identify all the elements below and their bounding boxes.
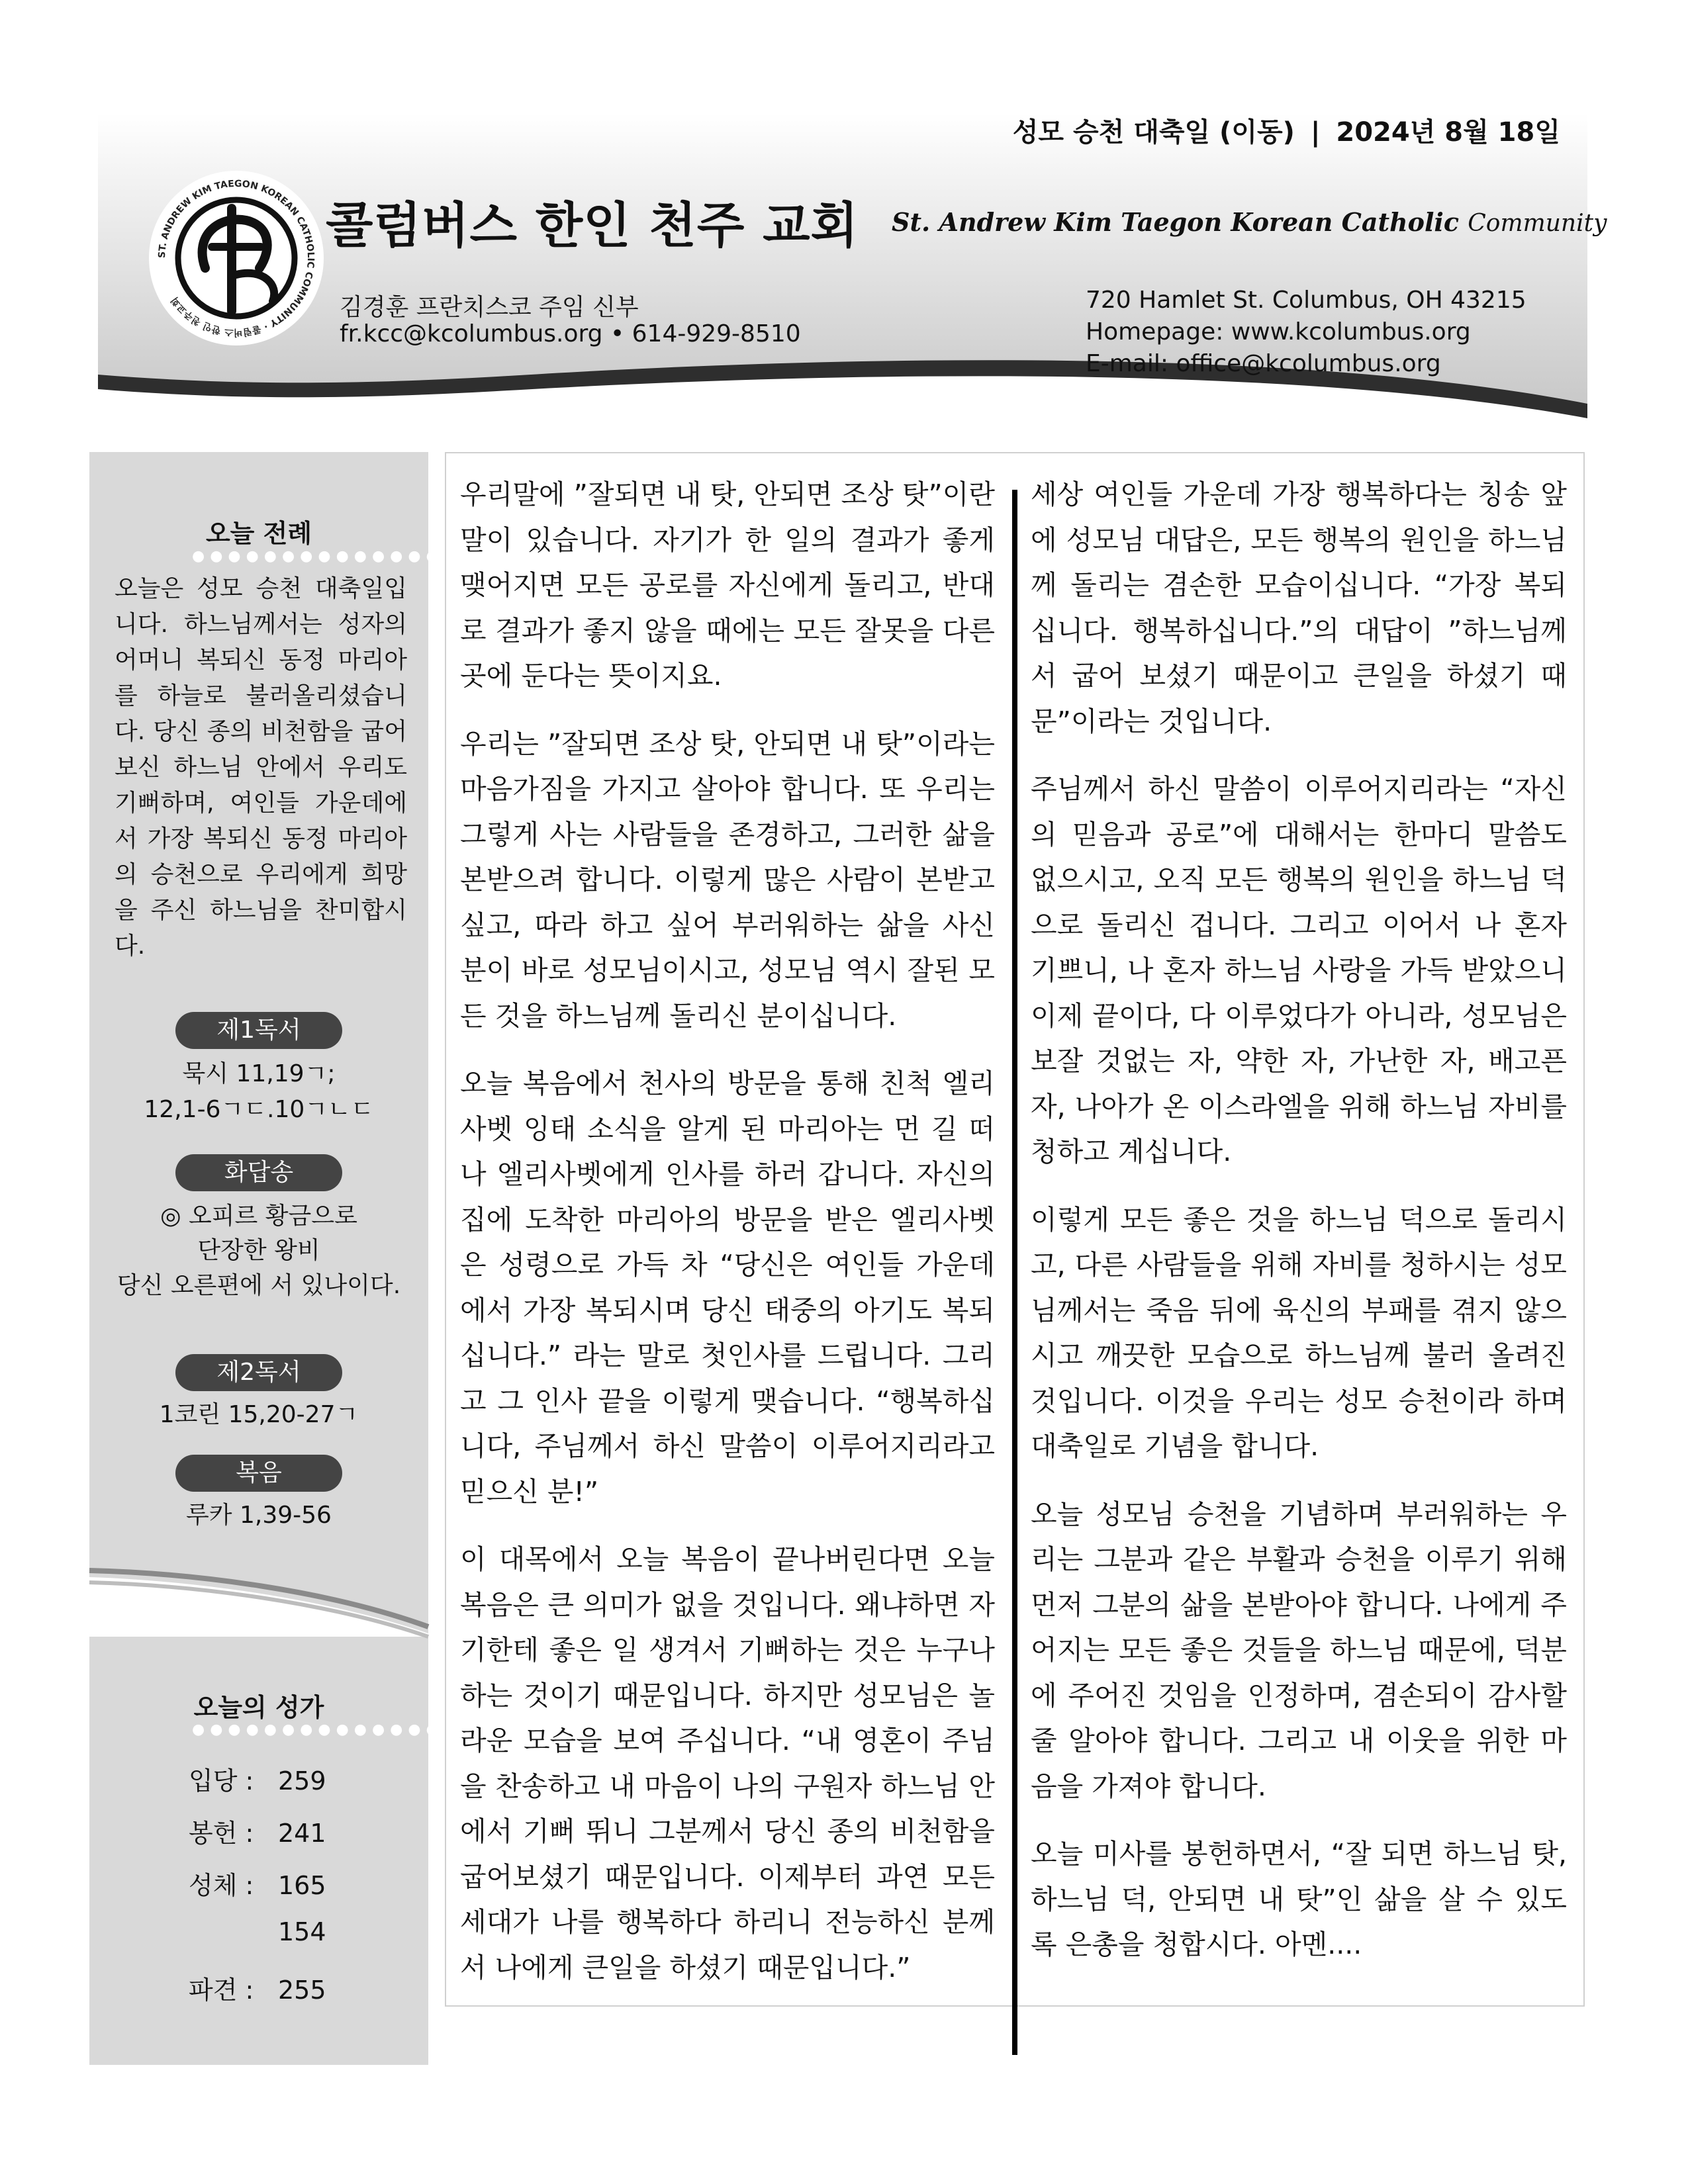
homily-paragraph: 우리말에 ”잘되면 내 탓, 안되면 조상 탓”이란 말이 있습니다. 자기가 한 일의 결과가 좋게 맺어지면 모든 공로를 자신에게 돌리고, 반대로 결과가 좋지 않을 때에는 모든 잘못을 다른 곳에 둔다는 뜻이지요. — [460, 478, 995, 692]
church-name-english-main: St. Andrew Kim Taegon Korean Catholic — [892, 207, 1460, 237]
gospel-ref: 루카 1,39-56 — [186, 1502, 332, 1529]
hymn-title-dots: ●●●●●●●●●●●●●● — [192, 1721, 444, 1738]
sidebar — [89, 452, 444, 2065]
hymn-offertory — [189, 1813, 326, 1849]
homily-paragraph: 세상 여인들 가운데 가장 행복하다는 칭송 앞에 성모님 대답은, 모든 행복의 원인을 하느님께 돌리는 겸손한 모습이십니다. “가장 복되십니다. 행복하십니다.”의 대답이 ”하느님께서 굽어 보셨기 때문이고 큰일을 하셨기 때문”이라는 것입니다. — [1031, 478, 1567, 737]
hymn-label: 파견 : — [189, 1976, 254, 2005]
pastor-contact: fr.kcc@kcolumbus.org • 614-929-8510 — [340, 320, 801, 347]
church-name-english-suffix: Community — [1468, 210, 1607, 237]
reading1-ref-line1: 묵시 11,19ㄱ; — [182, 1060, 336, 1087]
homily-paragraph: 오늘 복음에서 천사의 방문을 통해 친척 엘리사벳 잉태 소식을 알게 된 마리아는 먼 길 떠나 엘리사벳에게 인사를 하러 갑니다. 자신의 집에 도착한 마리아의 방문을 받은 엘리사벳은 성령으로 가득 차 “당신은 여인들 가운데에서 가장 복되시며 당신 태중의 아기도 복되십니다.” 라는 말로 첫인사를 드립니다. 그리고 그 인사 끝을 이렇게 맺습니다. “행복하십니다, 주님께서 하신 말씀이 이루어지리라고 믿으신 분!” — [460, 1068, 995, 1508]
liturgy-text: 오늘은 성모 승천 대축일입니다. 하느님께서는 성자의 어머니 복되신 동정 마리아를 하늘로 불러올리셨습니다. 당신 종의 비천함을 굽어보신 하느님 안에서 우리도 기뻐하며, 여인들 가운데에서 가장 복되신 동정 마리아의 승천으로 우리에게 희망을 주신 하느님을 찬미합시다. — [115, 575, 407, 960]
reading1-ref-line2: 12,1-6ㄱㄷ.10ㄱㄴㄷ — [144, 1096, 374, 1123]
parish-logo — [147, 169, 326, 347]
liturgy-title: 오늘 전례 — [205, 519, 312, 548]
feast-name: 성모 승천 대축일 (이동) — [1012, 117, 1295, 148]
homily-paragraph: 이 대목에서 오늘 복음이 끝나버린다면 오늘 복음은 큰 의미가 없을 것입니다. 왜냐하면 자기한테 좋은 일 생겨서 기뻐하는 것은 누구나 하는 것이기 때문입니다. 하지만 성모님은 놀라운 모습을 보여 주십니다. “내 영혼이 주님을 찬송하고 내 마음이 나의 구원자 하느님 안에서 기뻐 뛰니 그분께서 당신 종의 비천함을 굽어보셨기 때문입니다. 이제부터 과연 모든 세대가 나를 행복하다 하리니 전능하신 분께서 나에게 큰일을 하셨기 때문입니다.” — [460, 1543, 995, 1983]
hymn-number: 241 — [278, 1819, 326, 1848]
homily-paragraph: 우리는 ”잘되면 조상 탓, 안되면 내 탓”이라는 마음가짐을 가지고 살아야 합니다. 또 우리는 그렇게 사는 사람들을 존경하고, 그러한 삶을 본받으려 합니다. 이렇게 많은 사람이 본받고 싶고, 따라 하고 싶어 부러워하는 삶을 사신 분이 바로 성모님이시고, 성모님 역시 잘된 모든 것을 하느님께 돌리신 분이십니다. — [460, 727, 995, 1032]
logo-ring-text: ST. ANDREW KIM TAEGON KOREAN CATHOLIC COMMUNITY · 콜럼버스 한인 천주교회 — [156, 178, 316, 338]
psalm-line1: ◎ 오피르 황금으로 — [160, 1203, 357, 1230]
hymn-number: 259 — [278, 1766, 326, 1796]
homily-paragraph: 오늘 미사를 봉헌하면서, “잘 되면 하느님 탓, 하느님 덕, 안되면 내 탓”인 삶을 살 수 있도록 은총을 청합시다. 아멘.... — [1031, 1838, 1567, 1960]
email-link[interactable]: E-mail: office@kcolumbus.org — [1086, 350, 1441, 377]
homily-column-left — [460, 472, 995, 2013]
psalm-line2: 단장한 왕비 — [197, 1237, 320, 1264]
reading2-label: 제2독서 — [175, 1354, 342, 1391]
reading2-ref: 1코린 15,20-27ㄱ — [159, 1401, 359, 1428]
hymn-label: 성체 : — [189, 1871, 254, 1900]
separator: | — [1310, 117, 1321, 148]
hymn-number: 165 — [278, 1871, 326, 1900]
church-name-korean: 콜럼버스 한인 천주 교회 — [326, 197, 859, 254]
psalm-line3: 당신 오른편에 서 있나이다. — [117, 1272, 401, 1299]
hymn-label: 봉헌 : — [189, 1819, 254, 1848]
hymn-number: 255 — [278, 1976, 326, 2005]
hymn-title: 오늘의 성가 — [193, 1693, 324, 1722]
homily-paragraph: 오늘 성모님 승천을 기념하며 부러워하는 우리는 그분과 같은 부활과 승천을 이루기 위해 먼저 그분의 삶을 본받아야 합니다. 나에게 주어지는 모든 좋은 것들을 하느님 때문에, 덕분에 주어진 것임을 인정하며, 겸손되이 감사할 줄 알아야 합니다. 그리고 내 이웃을 위한 마음을 가져야 합니다. — [1031, 1498, 1567, 1802]
homily-paragraph: 이렇게 모든 좋은 것을 하느님 덕으로 돌리시고, 다른 사람들을 위해 자비를 청하시는 성모님께서는 죽음 뒤에 육신의 부패를 겪지 않으시고 깨끗한 모습으로 하느님께 불러 올려진 것입니다. 이것을 우리는 성모 승천이라 하며 대축일로 기념을 합니다. — [1031, 1203, 1567, 1462]
church-name-english — [892, 207, 1607, 237]
hymn-number: 154 — [278, 1917, 326, 1946]
homily-column-right — [1031, 472, 1567, 1990]
homepage-link[interactable]: Homepage: www.kcolumbus.org — [1086, 318, 1471, 345]
hymn-communion — [189, 1865, 326, 1901]
sidebar-wave — [89, 1551, 428, 1637]
psalm-label: 화답송 — [175, 1154, 342, 1191]
column-divider — [1012, 490, 1017, 2055]
hymn-entrance — [189, 1760, 326, 1797]
reading1-label: 제1독서 — [175, 1012, 342, 1049]
feast-date-line — [1013, 111, 1560, 149]
bulletin-date: 2024년 8월 18일 — [1336, 117, 1560, 148]
hymn-communion-2 — [189, 1917, 326, 1946]
church-address: 720 Hamlet St. Columbus, OH 43215 — [1086, 287, 1526, 314]
hymn-label: 입당 : — [189, 1766, 254, 1796]
hymn-recessional — [189, 1970, 326, 2006]
gospel-label: 복음 — [175, 1455, 342, 1492]
homily-paragraph: 주님께서 하신 말씀이 이루어지리라는 “자신의 믿음과 공로”에 대해서는 한마디 말씀도 없으시고, 오직 모든 행복의 원인을 하느님 덕으로 돌리신 겁니다. 그리고 이어서 나 혼자 기쁘니, 나 혼자 하느님 사랑을 가득 받았으니 이제 끝이다, 다 이루었다가 아니라, 성모님은 보잘 것없는 자, 약한 자, 가난한 자, 배고픈 자, 나아가 온 이스라엘을 위해 하느님 자비를 청하고 계십니다. — [1031, 773, 1567, 1167]
pastor-name: 김경훈 프란치스코 주임 신부 — [340, 294, 639, 321]
title-dots: ●●●●●●●●●●●●●● — [192, 548, 444, 565]
